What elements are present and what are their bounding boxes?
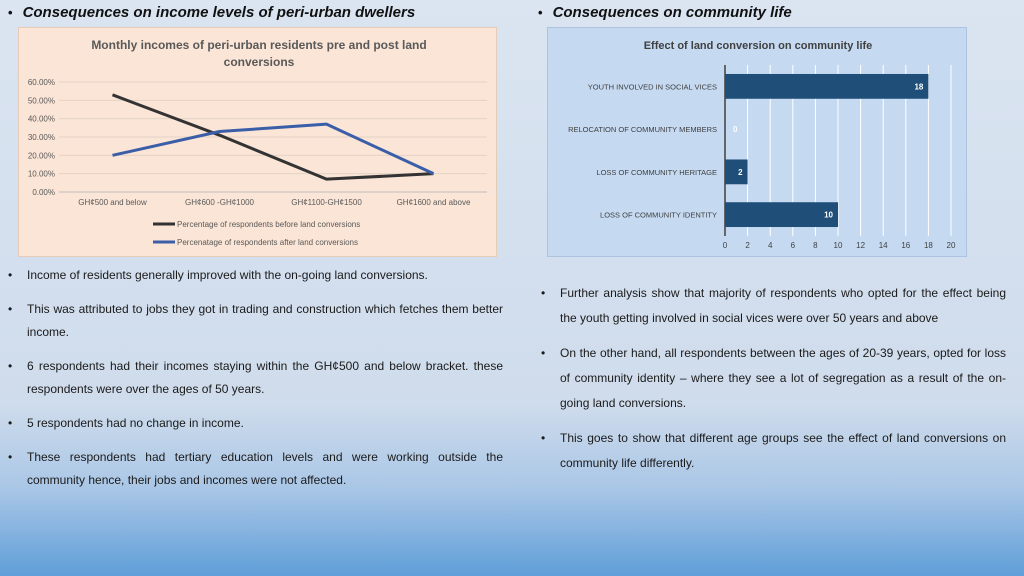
x-tick-label: GH¢600 -GH¢1000 bbox=[185, 198, 254, 207]
community-bar-chart-svg bbox=[548, 28, 968, 258]
heading-income-levels-text: Consequences on income levels of peri-urban dwellers bbox=[22, 4, 416, 21]
chart-title-line-2: conversions bbox=[223, 55, 295, 69]
legend-label: Percentage of respondents before land conversions bbox=[177, 220, 361, 229]
heading-income-levels bbox=[8, 4, 415, 21]
community-findings-list bbox=[541, 281, 1006, 486]
income-line-chart bbox=[18, 27, 497, 257]
y-tick-label: 20.00% bbox=[27, 151, 55, 161]
bar bbox=[725, 202, 838, 227]
list-item: • Income of residents generally improved with the on-going land conversions. bbox=[8, 264, 503, 287]
x-tick-label: 0 bbox=[722, 241, 728, 250]
x-tick-label: 12 bbox=[856, 241, 866, 250]
bullet-glyph: • bbox=[538, 5, 543, 20]
x-tick-label: 14 bbox=[878, 241, 888, 250]
x-tick-label: 6 bbox=[790, 241, 796, 250]
list-item: • On the other hand, all respondents between the ages of 20-39 years, opted for loss of community identity – where they see a lot of segregation as a result of the on-going land conversions. bbox=[541, 341, 1006, 416]
y-tick-label: 60.00% bbox=[27, 78, 55, 87]
list-item: • These respondents had tertiary education levels and were working outside the community hence, their jobs and incomes were not affected. bbox=[8, 446, 503, 492]
x-tick-label: 20 bbox=[946, 241, 956, 250]
heading-community-life bbox=[538, 4, 792, 21]
x-tick-label: GH¢1100-GH¢1500 bbox=[291, 198, 362, 207]
income-findings-list bbox=[8, 264, 503, 503]
list-item: • This was attributed to jobs they got in trading and construction which fetches them better income. bbox=[8, 298, 503, 344]
data-label: 10 bbox=[824, 210, 833, 220]
income-line-chart-svg bbox=[19, 28, 498, 258]
y-tick-label: 10.00% bbox=[27, 169, 55, 179]
y-tick-label: 40.00% bbox=[27, 114, 55, 124]
x-tick-label: 18 bbox=[923, 241, 933, 250]
bullet-glyph: • bbox=[8, 5, 13, 20]
y-tick-label: 30.00% bbox=[27, 133, 55, 142]
category-label: LOSS OF COMMUNITY IDENTITY bbox=[600, 210, 717, 220]
bar bbox=[725, 74, 928, 99]
chart-title: Effect of land conversion on community life bbox=[643, 40, 873, 52]
x-tick-label: GH¢1600 and above bbox=[396, 198, 471, 207]
chart-title-line-1: Monthly incomes of peri-urban residents pre and post land bbox=[91, 38, 427, 52]
x-tick-label: 8 bbox=[813, 241, 818, 250]
series-line-2 bbox=[113, 124, 434, 174]
x-tick-label: GH¢500 and below bbox=[78, 198, 147, 207]
data-label: 18 bbox=[914, 82, 924, 92]
list-item: • Further analysis show that majority of respondents who opted for the effect being the youth getting involved in social vices were over 50 years and above bbox=[541, 281, 1006, 331]
community-bar-chart bbox=[547, 27, 967, 257]
list-item: • 5 respondents had no change in income. bbox=[8, 412, 503, 435]
list-item: • 6 respondents had their incomes staying within the GH¢500 and below bracket. these respondents were over the ages of 50 years. bbox=[8, 355, 503, 401]
category-label: LOSS OF COMMUNITY HERITAGE bbox=[596, 167, 717, 177]
bar bbox=[725, 159, 748, 184]
legend-label: Percenatage of respondents after land conversions bbox=[177, 238, 359, 247]
category-label: YOUTH INVOLVED IN SOCIAL VICES bbox=[587, 82, 717, 92]
category-label: RELOCATION OF COMMUNITY MEMBERS bbox=[568, 125, 717, 135]
y-tick-label: 0.00% bbox=[32, 188, 55, 197]
y-tick-label: 50.00% bbox=[27, 96, 55, 106]
x-tick-label: 2 bbox=[745, 241, 750, 250]
x-tick-label: 16 bbox=[901, 241, 911, 250]
data-label: 2 bbox=[738, 167, 743, 177]
x-tick-label: 4 bbox=[767, 241, 773, 250]
list-item: • This goes to show that different age groups see the effect of land conversions on community life differently. bbox=[541, 426, 1006, 476]
data-label: 0 bbox=[733, 125, 738, 135]
heading-community-life-text: Consequences on community life bbox=[552, 4, 792, 21]
x-tick-label: 10 bbox=[833, 241, 843, 250]
